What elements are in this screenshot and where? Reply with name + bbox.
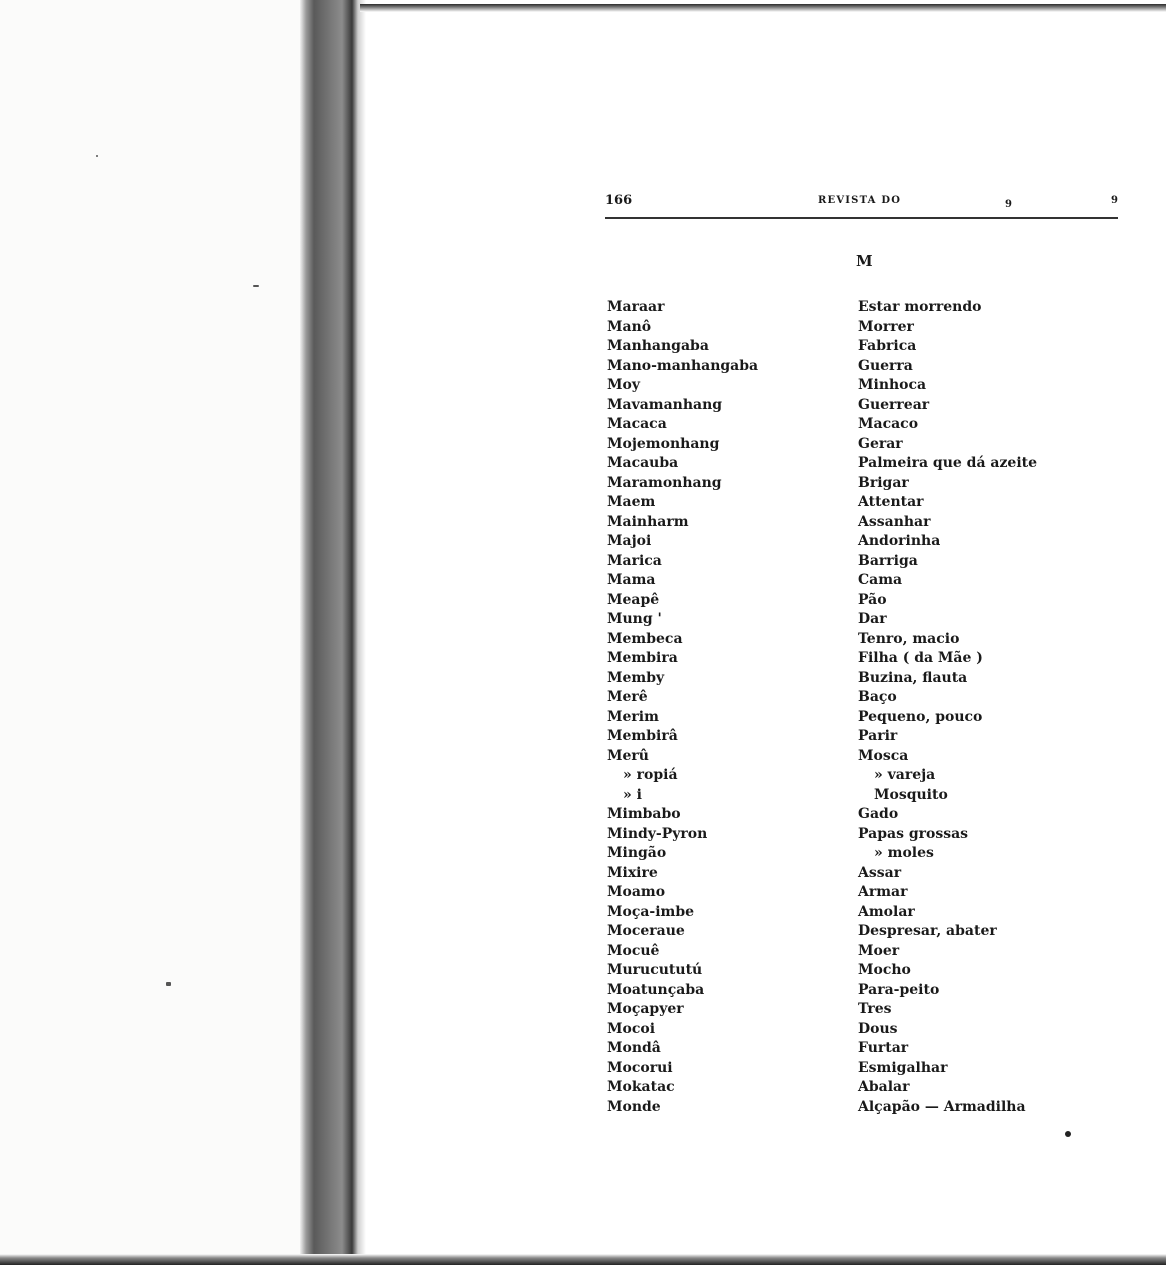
entry-gloss: Mosca [858,748,909,764]
entry-term: Mung ' [607,611,662,627]
entry-term: Maem [607,494,656,510]
entry-gloss: Gerar [858,436,903,452]
entry-term: Membeca [607,631,683,647]
entry-gloss: Baço [858,689,897,705]
entry-term: Macaca [607,416,667,432]
entry-gloss: Mocho [858,962,911,978]
entry-gloss: Dar [858,611,887,627]
entry-term: Manô [607,319,652,335]
entry-term: Memby [607,670,665,686]
entry-gloss: Assar [858,865,902,881]
header-mark: 9 [1111,195,1118,206]
entry-term: Maramonhang [607,475,722,491]
entry-gloss: Abalar [858,1079,910,1095]
entry-term: Moceraue [607,923,685,939]
entry-gloss: Guerra [858,358,913,374]
entry-term: » i [623,787,642,803]
page-number: 166 [605,193,633,208]
entry-gloss: Andorinha [858,533,941,549]
entry-gloss: Papas grossas [858,826,969,842]
entry-gloss: Armar [858,884,908,900]
entry-term: Mingão [607,845,667,861]
entry-gloss: Guerrear [858,397,930,413]
entry-gloss: Pão [858,592,887,608]
entry-gloss: Alçapão — Armadilha [858,1099,1026,1115]
entry-gloss: Barriga [858,553,918,569]
entry-term: Mixire [607,865,658,881]
entry-term: Mokatac [607,1079,675,1095]
entry-gloss: » moles [874,845,934,861]
entry-gloss: Palmeira que dá azeite [858,455,1038,471]
entry-term: Mainharm [607,514,689,530]
entry-term: Moy [607,377,640,393]
entry-gloss: Amolar [858,904,915,920]
entry-gloss: Despresar, abater [858,923,997,939]
entry-term: Membira [607,650,678,666]
entry-term: Mocoi [607,1021,656,1037]
entry-gloss: Brigar [858,475,909,491]
entry-gloss: Cama [858,572,903,588]
entry-term: Membirâ [607,728,678,744]
entry-term: Moatunçaba [607,982,705,998]
entry-gloss: Fabrica [858,338,917,354]
entry-term: Mavamanhang [607,397,723,413]
entry-term: Moamo [607,884,666,900]
entry-term: Majoi [607,533,652,549]
entry-gloss: Filha ( da Mãe ) [858,650,983,666]
section-letter: M [856,252,873,270]
entry-gloss: Estar morrendo [858,299,982,315]
entry-gloss: Tres [858,1001,892,1017]
header-mark: 9 [1005,199,1012,210]
entry-gloss: Macaco [858,416,919,432]
entry-term: Mindy-Pyron [607,826,708,842]
entry-gloss: Moer [858,943,900,959]
entry-term: Moça-imbe [607,904,695,920]
entry-gloss: Gado [858,806,899,822]
entry-gloss: Mosquito [874,787,948,803]
entry-term: Mama [607,572,656,588]
entry-term: Mondâ [607,1040,661,1056]
entry-gloss: Tenro, macio [858,631,960,647]
entry-term: Meapê [607,592,660,608]
entry-term: » ropiá [623,767,678,783]
entry-gloss: » vareja [874,767,936,783]
entry-term: Merê [607,689,648,705]
entry-term: Merû [607,748,649,764]
entry-gloss: Buzina, flauta [858,670,968,686]
entry-term: Murucututú [607,962,703,978]
ink-dot [1065,1131,1071,1137]
entry-gloss: Morrer [858,319,914,335]
entry-term: Moçapyer [607,1001,684,1017]
entry-term: Marica [607,553,662,569]
entry-term: Macauba [607,455,679,471]
entry-gloss: Assanhar [858,514,931,530]
entry-term: Mojemonhang [607,436,720,452]
entry-gloss: Esmigalhar [858,1060,948,1076]
entry-term: Mocuê [607,943,660,959]
entry-gloss: Furtar [858,1040,909,1056]
entry-term: Maraar [607,299,665,315]
entry-gloss: Attentar [858,494,924,510]
entry-term: Mano-manhangaba [607,358,759,374]
entry-gloss: Pequeno, pouco [858,709,983,725]
entry-term: Monde [607,1099,661,1115]
entry-term: Manhangaba [607,338,709,354]
entry-gloss: Minhoca [858,377,927,393]
entry-gloss: Parir [858,728,898,744]
entry-term: Mocorui [607,1060,673,1076]
running-title: REVISTA DO [818,195,902,206]
entry-term: Mimbabo [607,806,681,822]
entry-gloss: Para-peito [858,982,940,998]
entry-term: Merim [607,709,659,725]
entry-gloss: Dous [858,1021,898,1037]
